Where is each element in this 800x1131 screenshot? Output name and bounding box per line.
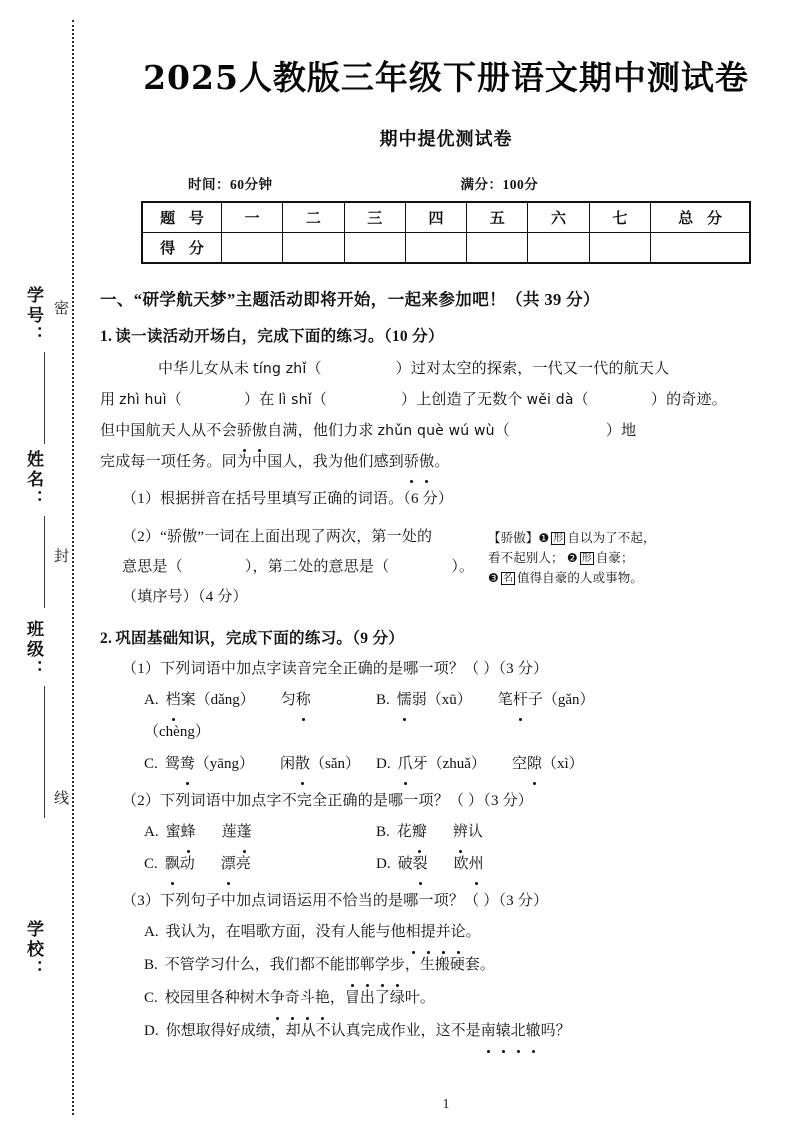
passage-line-2: 用 zhì huì（ ）在 lì shǐ（ ）上创造了无数个 wěi dà（ ）的奇迹。	[100, 392, 727, 408]
score-cell-6[interactable]	[528, 233, 589, 264]
option-c[interactable]	[144, 748, 376, 780]
col-header-1: 一	[222, 202, 283, 233]
dictionary-headword: 【骄傲】	[488, 531, 539, 545]
passage-l4-a: 完成每一项任务。同为中国人，我为他们感到	[100, 454, 405, 470]
option-d-word-1: 牙（zhuǎ）	[412, 756, 486, 772]
question-1-stem	[92, 324, 800, 346]
passage-line-3: 但中国航天人从不会骄傲自满，他们力求 zhǔn què wú wù（ ）地	[100, 416, 800, 447]
option-c-2-letter: C.	[144, 856, 158, 872]
seal-label-student-id: 学号：	[24, 286, 43, 346]
option-a-2-w2-pre: 莲	[221, 824, 237, 840]
sense-1-text-b: 看不起别人；	[488, 551, 564, 565]
passage-line-1: 中华儿女从未 tíng zhǐ（ ）过对太空的探索，一代又一代的航天人	[158, 361, 670, 377]
passage-l3-a: 但中国航天人从不会	[100, 423, 237, 439]
option-b-2-w1-pre: 花	[396, 824, 412, 840]
option-c-dot-1: 鸯	[180, 748, 195, 780]
option-c-2[interactable]	[144, 848, 376, 880]
option-d-letter: D.	[376, 756, 391, 772]
dictionary-entry-box	[488, 522, 800, 588]
sense-1-text-a: 自以为了不起，	[567, 531, 656, 545]
q1-sub2-l2-c: ）。	[451, 559, 475, 575]
sentence-b-pre: 不管学习什么，我们都不能	[164, 957, 345, 973]
option-a-word-2-pre: 匀	[280, 692, 296, 708]
seal-label-class: 班级：	[24, 620, 43, 680]
score-cell-total[interactable]	[651, 233, 751, 264]
score-table	[141, 201, 751, 264]
passage-l1-a: 中华儿女从未	[158, 361, 254, 377]
score-cell-3[interactable]	[344, 233, 405, 264]
dotted-char-jiao-1: 骄	[237, 416, 252, 447]
question-1-sub-2-text	[92, 522, 488, 612]
page-title: 2025人教版三年级下册语文期中测试卷	[143, 58, 749, 97]
col-header-3: 三	[344, 202, 405, 233]
option-c-2-w2: 亮	[235, 856, 251, 872]
passage-l2-a: 用	[100, 392, 120, 408]
dotted-char: 并	[436, 916, 451, 949]
option-c-word-2-pre: 闲	[279, 756, 295, 772]
sentence-option-b[interactable]	[144, 949, 800, 982]
pos-tag-noun-3: 名	[502, 573, 513, 584]
time-limit-label: 时间：60分钟	[188, 177, 273, 192]
seal-rule-student-id	[44, 352, 45, 444]
col-header-5: 五	[467, 202, 528, 233]
option-d-dot-2: 隙	[527, 748, 542, 780]
sentence-a-pre: 我认为，在唱歌方面，没有人能与他	[165, 924, 406, 940]
option-b-2-dot-1: 瓣	[412, 816, 427, 848]
row-label-score: 得 分	[142, 233, 222, 264]
sentence-c-pre: 校园里各种树木	[164, 990, 270, 1006]
passage-l3-b: 自满，他们力求	[267, 423, 378, 439]
table-row-scores	[142, 233, 750, 264]
table-row-question-numbers	[142, 202, 750, 233]
dotted-char: 相	[406, 916, 421, 949]
page-subtitle: 期中提优测试卷	[379, 129, 513, 149]
dotted-char: 辙	[526, 1015, 541, 1048]
seal-word-feng: 封	[52, 548, 68, 565]
seal-dotted-line	[72, 20, 74, 1115]
q1-sub2-line-1: （2）“骄傲”一词在上面出现了两次，第一处的	[122, 529, 433, 545]
option-c-2-dot-1: 飘	[165, 848, 180, 880]
sentence-d-letter: D.	[144, 1023, 159, 1039]
col-header-7: 七	[589, 202, 650, 233]
seal-margin-strip	[0, 0, 92, 1131]
sense-number-2: ❷	[566, 551, 578, 565]
option-c-2-w1: 动	[179, 856, 195, 872]
sentence-option-a[interactable]	[144, 916, 800, 949]
option-a-2-dot-1: 蜂	[181, 816, 196, 848]
sentence-a-post: 。	[465, 924, 481, 940]
pinyin-tingzhi: tíng zhǐ	[253, 361, 307, 377]
option-d-word-2-pre: 空	[511, 756, 527, 772]
option-b-word-2: 子（gǎn）	[527, 692, 595, 708]
seal-rule-class	[44, 686, 45, 818]
sense-2-text: 自豪；	[595, 551, 634, 565]
col-header-4: 四	[405, 202, 466, 233]
sentence-b-letter: B.	[144, 957, 158, 973]
passage-l2-c: ）上创造了无数个	[401, 392, 527, 408]
option-b-word-2-pre: 笔	[497, 692, 513, 708]
dictionary-line-2	[488, 548, 800, 568]
question-1-sub-1: （1）根据拼音在括号里填写正确的词语。（6 分）	[122, 491, 454, 507]
option-c-dot-2: 散	[295, 748, 310, 780]
exam-page-body	[92, 0, 800, 1131]
option-row-ab-2	[144, 816, 800, 848]
dictionary-line-1	[488, 528, 800, 548]
option-d-2-dot-1: 裂	[413, 848, 428, 880]
option-d-2-dot-2: 州	[469, 848, 484, 880]
dotted-char: 争	[270, 982, 285, 1015]
sense-3-text: 值得自豪的人或事物。	[516, 571, 643, 585]
q1-sub2-l2-a: 意思是（	[122, 559, 183, 575]
option-b-2-w2: 认	[467, 824, 483, 840]
option-a-2-letter: A.	[144, 824, 159, 840]
option-b-2-dot-2: 辨	[453, 816, 468, 848]
option-a[interactable]	[144, 684, 376, 748]
passage-l1-b: ）过对太空的探索，一代又一代的航天人	[395, 361, 670, 377]
dotted-char-ao-2: 傲	[419, 447, 434, 478]
question-2-number: 2.	[100, 630, 113, 647]
passage-line-4	[100, 447, 800, 478]
sentence-d-post: 吗？	[540, 1023, 571, 1039]
question-2-sub-1-stem: （1）下列词语中加点字读音完全正确的是哪一项？（ ）（3 分）	[122, 661, 549, 677]
score-cell-1[interactable]	[222, 233, 283, 264]
score-cell-7[interactable]	[589, 233, 650, 264]
option-b-2-letter: B.	[376, 824, 390, 840]
dotted-char: 奇	[285, 982, 300, 1015]
pinyin-weida: wěi dà	[526, 392, 574, 408]
sentence-d-pre: 你想取得好成绩，却从不认真完成作业，这不是	[165, 1023, 481, 1039]
option-d-2-w1-pre: 破	[397, 856, 413, 872]
pos-tag-adjective-1: 形	[553, 533, 564, 544]
passage-l4-b: 。	[434, 454, 450, 470]
q1-sub2-line-3: （填序号）（4 分）	[122, 589, 248, 605]
row-label-question-no: 题 号	[142, 202, 222, 233]
sentence-d-idiom	[481, 1023, 541, 1039]
option-b-dot-2: 杆	[513, 684, 528, 716]
sentence-a-idiom	[406, 924, 466, 940]
option-d-word-2: （xì）	[541, 756, 584, 772]
option-a-dot-2: 称	[296, 684, 311, 716]
col-header-2: 二	[283, 202, 344, 233]
col-header-total: 总 分	[651, 202, 751, 233]
option-d-dot-1: 爪	[398, 748, 413, 780]
option-c-letter: C.	[144, 756, 158, 772]
option-a-word-1: 案（dǎng）	[180, 692, 255, 708]
option-c-word-1-pre: 鸳	[164, 756, 180, 772]
sentence-option-c[interactable]	[144, 982, 800, 1015]
sentence-option-d[interactable]	[144, 1015, 800, 1048]
score-cell-5[interactable]	[467, 233, 528, 264]
dotted-char: 邯	[345, 949, 360, 982]
question-2-stem-text: 巩固基础知识，完成下面的练习。（9 分）	[115, 630, 405, 647]
dotted-char: 步	[390, 949, 405, 982]
dotted-char-jiao-2: 骄	[404, 447, 419, 478]
passage-l2-b: ）在	[243, 392, 279, 408]
option-a-2-w1-pre: 蜜	[165, 824, 181, 840]
pinyin-zhihui: zhì huì	[119, 392, 167, 408]
sentence-c-letter: C.	[144, 990, 158, 1006]
passage-l3-c: ）地	[605, 423, 637, 439]
seal-rule-name	[44, 516, 45, 608]
dotted-char: 北	[511, 1015, 526, 1048]
option-a-dot-1: 档	[166, 684, 181, 716]
section-one-heading: 一、“研学航天梦”主题活动即将开始，一起来参加吧！（共 39 分）	[100, 290, 600, 309]
question-1-sub-2-block	[92, 522, 800, 612]
q1-sub2-l2-b: ），第二处的意思是（	[244, 559, 390, 575]
question-2-sub-2-options	[92, 816, 800, 880]
dotted-char: 提	[421, 916, 436, 949]
dictionary-line-3	[488, 568, 800, 588]
sentence-c-idiom	[270, 990, 330, 1006]
question-1-passage	[92, 354, 800, 478]
exam-meta-row	[92, 173, 800, 193]
sentence-a-letter: A.	[144, 924, 159, 940]
dotted-char: 艳	[315, 982, 330, 1015]
dotted-char: 郸	[360, 949, 375, 982]
question-2-sub-2-stem: （2）下列词语中加点字不完全正确的是哪一项？（ ）（3 分）	[122, 793, 534, 809]
seal-label-school: 学校：	[24, 920, 43, 980]
option-b-letter: B.	[376, 692, 390, 708]
seal-word-xian: 线	[52, 790, 68, 807]
dotted-char: 南	[481, 1015, 496, 1048]
option-a-2[interactable]	[144, 816, 376, 848]
option-c-word-1: （yāng）	[194, 756, 254, 772]
option-d-2[interactable]	[376, 848, 484, 880]
question-1-stem-text: 读一读活动开场白，完成下面的练习。（10 分）	[115, 328, 444, 345]
score-cell-2[interactable]	[283, 233, 344, 264]
sentence-b-post: ，生搬硬套。	[404, 957, 495, 973]
option-row-ab	[144, 684, 800, 748]
seal-label-name: 姓名：	[24, 450, 43, 510]
sentence-c-post: ，冒出了绿叶。	[329, 990, 435, 1006]
score-cell-4[interactable]	[405, 233, 466, 264]
pinyin-zhunquewuwu: zhǔn què wú wù	[377, 423, 495, 439]
pos-tag-adjective-2: 形	[581, 553, 592, 564]
dotted-char: 斗	[300, 982, 315, 1015]
option-d-2-w2-pre: 欧	[453, 856, 469, 872]
question-2-sub-3-stem: （3）下列句子中加点词语运用不恰当的是哪一项？（ ）（3 分）	[122, 893, 549, 909]
dotted-char: 学	[375, 949, 390, 982]
option-b[interactable]	[376, 684, 595, 748]
sentence-b-idiom	[345, 957, 405, 973]
option-a-word-2: （chèng）	[144, 724, 210, 740]
option-row-cd	[144, 748, 800, 780]
option-b-dot-1: 懦	[397, 684, 412, 716]
dotted-char-ao-1: 傲	[252, 416, 267, 447]
pinyin-lishi: lì shǐ	[278, 392, 312, 408]
full-score-label: 满分：100分	[460, 177, 539, 192]
option-row-cd-2	[144, 848, 800, 880]
option-d[interactable]	[376, 748, 584, 780]
page-number: 1	[442, 1097, 450, 1112]
sense-number-1: ❶	[538, 531, 550, 545]
option-c-2-dot-2: 漂	[221, 848, 236, 880]
dotted-char: 辕	[496, 1015, 511, 1048]
option-d-2-letter: D.	[376, 856, 391, 872]
col-header-6: 六	[528, 202, 589, 233]
dotted-char: 论	[451, 916, 466, 949]
option-b-2[interactable]	[376, 816, 483, 848]
option-b-word-1: 弱（xū）	[411, 692, 472, 708]
passage-l2-d: ）的奇迹。	[650, 392, 727, 408]
question-2-sub-1-options	[92, 684, 800, 780]
sense-number-3: ❸	[488, 571, 499, 585]
question-1-number: 1.	[100, 328, 113, 345]
option-c-word-2: （sǎn）	[310, 756, 360, 772]
q1-sub2-line-2	[92, 552, 488, 582]
question-2-sub-3-options	[92, 916, 800, 1048]
option-a-2-dot-2: 蓬	[237, 816, 252, 848]
option-a-letter: A.	[144, 692, 159, 708]
question-2-stem	[92, 626, 800, 648]
seal-word-mi: 密	[52, 300, 68, 317]
